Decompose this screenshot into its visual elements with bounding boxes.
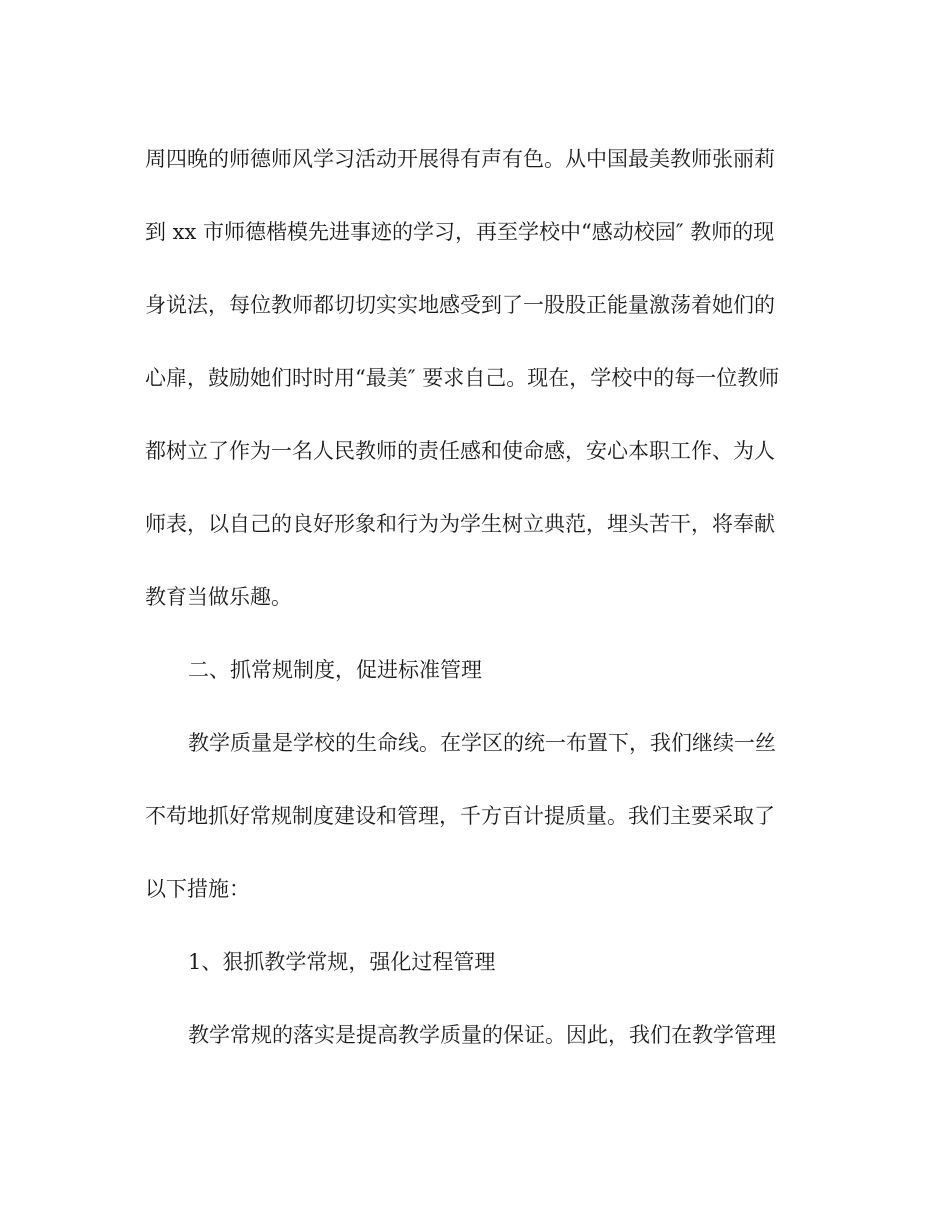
paragraph-line: 心扉，鼓励她们时时用“最美″ 要求自己。现在，学校中的每一位教师 [145,366,780,390]
paragraph-line: 师表，以自己的良好形象和行为为学生树立典范，埋头苦干，将奉献 [145,512,775,536]
paragraph-line: 到 xx 市师德楷模先进事迹的学习，再至学校中“感动校园″ 教师的现 [145,220,775,244]
paragraph-line: 以下措施： [145,877,250,901]
paragraph-line: 教学质量是学校的生命线。在学区的统一布置下，我们继续一丝 [188,731,776,755]
paragraph-line: 不苟地抓好常规制度建设和管理，千方百计提质量。我们主要采取了 [145,804,775,828]
paragraph-line: 教学常规的落实是提高教学质量的保证。因此，我们在教学管理 [188,1023,776,1047]
paragraph-line: 都树立了作为一名人民教师的责任感和使命感，安心本职工作、为人 [145,439,775,463]
section-heading: 二、抓常规制度，促进标准管理 [188,658,482,682]
paragraph-line: 周四晚的师德师风学习活动开展得有声有色。从中国最美教师张丽莉 [145,147,775,171]
paragraph-line: 教育当做乐趣。 [145,585,292,609]
subsection-heading: 1、狠抓教学常规，强化过程管理 [188,950,496,974]
paragraph-line: 身说法，每位教师都切切实实地感受到了一股股正能量激荡着她们的 [145,293,775,317]
